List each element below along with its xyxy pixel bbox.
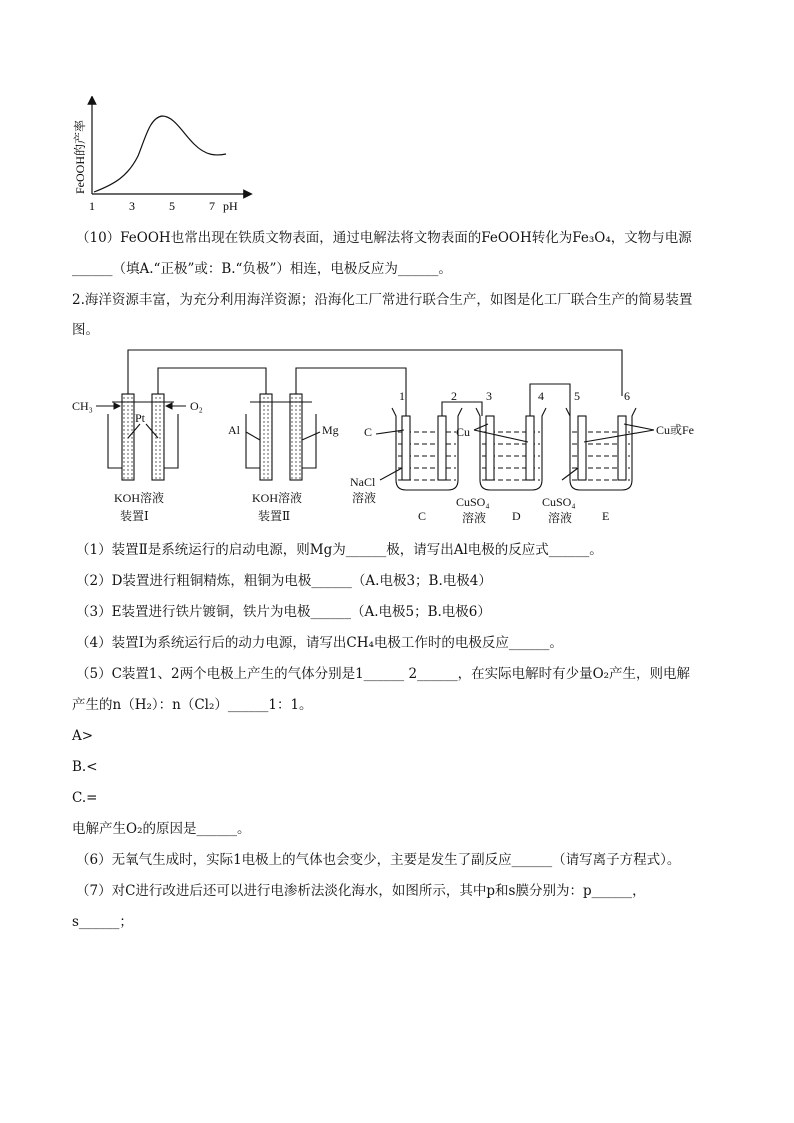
x-tick-1: 1 <box>89 199 95 213</box>
label-al: Al <box>228 423 240 437</box>
label-cuso4-e-solution: 溶液 <box>548 511 573 525</box>
feooh-yield-graph <box>70 96 260 216</box>
label-cell-c: C <box>418 509 427 523</box>
cell-e <box>562 408 654 490</box>
label-electrode-4: 4 <box>538 389 544 403</box>
label-device-1: 装置Ⅰ <box>120 509 149 523</box>
cell-c <box>376 408 462 490</box>
option-b: B.< <box>72 759 98 775</box>
device-2 <box>246 394 320 480</box>
question-5-line2: 产生的n（H₂）：n（Cl₂）______1：1。 <box>72 697 313 713</box>
cell-d <box>474 408 546 490</box>
yield-curve <box>94 116 226 192</box>
label-o2: O₂ <box>190 399 203 413</box>
label-mg: Mg <box>322 423 339 437</box>
label-device-2: 装置Ⅱ <box>258 509 291 523</box>
label-cuso4-d: CuSO₄ <box>456 495 490 509</box>
q10-line2: ______（填A.“正极”或：B.“负极”）相连，电极反应为______。 <box>72 261 452 277</box>
question-7-line2: s______； <box>72 914 133 930</box>
label-cell-e: E <box>602 509 610 523</box>
o2-reason: 电解产生O₂的原因是______。 <box>72 821 251 837</box>
label-electrode-1: 1 <box>399 389 405 403</box>
label-electrode-5: 5 <box>574 389 580 403</box>
question-1: （1）装置Ⅱ是系统运行的启动电源，则Mg为______极，请写出Al电极的反应式______。 <box>76 542 603 558</box>
label-nacl: NaCl <box>350 475 376 489</box>
q2-line1: 2.海洋资源丰富，为充分利用海洋资源；沿海化工厂常进行联合生产，如图是化工厂联合生产的简易装置 <box>72 292 693 308</box>
question-3: （3）E装置进行铁片镀铜，铁片为电极______（A.电极5；B.电极6） <box>76 604 491 620</box>
x-tick-7: 7 <box>209 199 215 213</box>
graph-y-label: FeOOH的产率 <box>73 120 87 194</box>
x-tick-5: 5 <box>169 199 175 213</box>
wire-4-5 <box>530 384 570 416</box>
question-5-line1: （5）C装置1、2两个电极上产生的气体分别是1______ 2______，在实际电解时有少量O₂产生，则电解 <box>76 666 691 682</box>
label-cuso4-e: CuSO₄ <box>542 495 576 509</box>
wire-inner <box>158 368 266 394</box>
question-7-line1: （7）对C进行改进后还可以进行电渗析法淡化海水，如图所示，其中p和s膜分别为：p______， <box>76 883 646 899</box>
option-c: C.= <box>72 790 98 806</box>
label-nacl-solution: 溶液 <box>352 491 377 505</box>
label-cuso4-d-solution: 溶液 <box>462 511 487 525</box>
question-2: （2）D装置进行粗铜精炼，粗铜为电极______（A.电极3；B.电极4） <box>76 573 492 589</box>
x-tick-3: 3 <box>129 199 135 213</box>
option-a: A> <box>72 728 94 744</box>
wire-mg-1 <box>296 368 406 416</box>
question-6: （6）无氧气生成时，实际1电极上的气体也会变少，主要是发生了副反应______（请写离子方程式）。 <box>76 852 681 868</box>
device-1 <box>96 394 186 480</box>
q10-line1: （10）FeOOH也常出现在铁质文物表面，通过电解法将文物表面的FeOOH转化为Fe₃O₄，文物与电源 <box>76 230 692 246</box>
label-electrode-6: 6 <box>624 389 630 403</box>
label-cell-d: D <box>512 509 521 523</box>
wire-outer <box>128 350 622 396</box>
q2-line2: 图。 <box>72 322 99 338</box>
label-pt: Pt <box>135 411 146 425</box>
label-koh-1: KOH溶液 <box>114 491 164 505</box>
label-cu: Cu <box>456 425 471 439</box>
question-4: （4）装置Ⅰ为系统运行后的动力电源，请写出CH₄电极工作时的电极反应______。 <box>76 635 563 651</box>
graph-x-label: pH <box>223 199 238 213</box>
label-c-electrode: C <box>364 425 373 439</box>
label-koh-2: KOH溶液 <box>252 491 302 505</box>
label-cu-or-fe: Cu或Fe <box>656 423 695 437</box>
label-electrode-2: 2 <box>451 389 457 403</box>
label-ch3: CH₃ <box>72 399 93 413</box>
apparatus-diagram <box>66 344 726 534</box>
label-electrode-3: 3 <box>486 389 492 403</box>
